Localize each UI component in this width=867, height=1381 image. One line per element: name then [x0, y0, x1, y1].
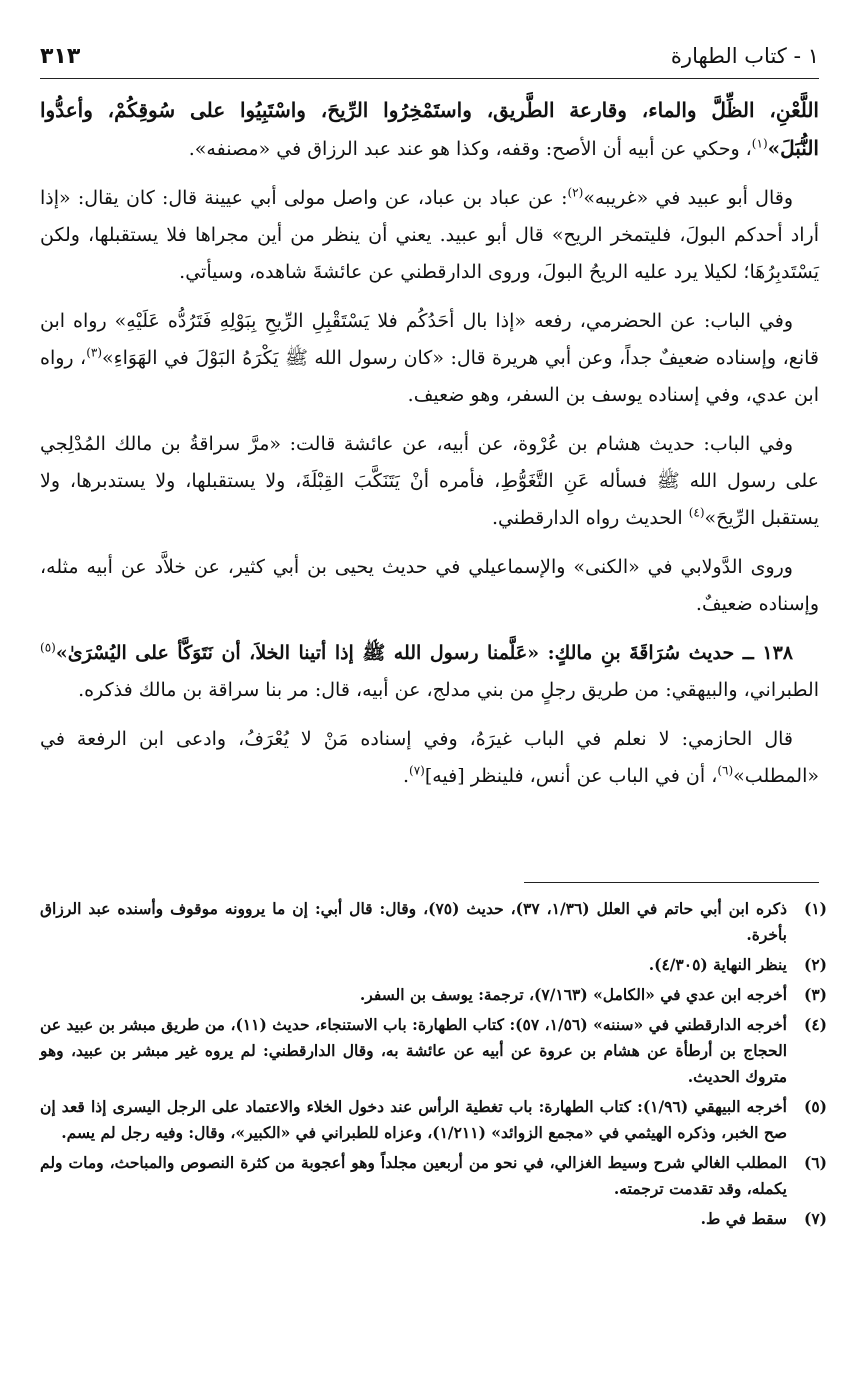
chapter-title: ١ - كتاب الطهارة — [670, 44, 819, 68]
paragraph-text: الحديث رواه الدارقطني. — [491, 507, 689, 529]
paragraph-text: وروى الدَّولابي في «الكنى» والإسماعيلي في حديث يحيى بن أبي كثير، عن خلاَّد عن أبيه مثله، وإسناده ضعيفٌ. — [40, 556, 819, 615]
footnote — [40, 1094, 827, 1146]
quoted-text: اللَّعْنِ، الظِّلَّ والماء، وقارعة الطَّريق، واستَمْخِرُوا الرِّيحَ، واسْتَبِيُوا على سُوقِكُمْ، وأعدُّوا النُّبَلَ» — [40, 98, 819, 160]
footnote-number: (١) — [803, 899, 827, 918]
paragraph-text: : عن عباد بن عباد، عن واصل مولى أبي عيينة قال: كان يقال: «إذا أراد أحدكم البولَ، فليتمخر الريح» قال أبو عبيد. يعني أن ينظر من أين مجراها فلا يستقبلها، ولكن يَسْتَدبِرُهَا؛ لكيلا يرد عليه الريحُ البولَ، وروى الدارقطني عن عائشةَ شاهده، وسيأتي. — [40, 187, 819, 283]
footnote-text: المطلب الغالي شرح وسيط الغزالي، في نحو من أربعين مجلداً وهو أعجوبة من كثرة النصوص والمباحث، ومات ولم يكمله، وقد تقدمت ترجمته. — [40, 1153, 787, 1198]
footnote-text: أخرجه الدارقطني في «سننه» (١/٥٦، ٥٧): كتاب الطهارة: باب الاستنجاء، حديث (١١)، من طريق مبشر بن عبيد عن الحجاج بن أرطأة عن هشام بن عروة عن أبيه عن عائشة به، وقال الدارقطني: لم يروه غير مبشر بن عبيد، وهو متروك الحديث. — [40, 1015, 787, 1086]
paragraph-text: وفي الباب: عن الحضرمي، رفعه «إذا بال أحَدُكُم فلا يَسْتَقْبِلِ الرِّيحِ بِبَوْلِهِ فَتَرُدُّه عَلَيْهِ» رواه ابن قانع، وإسناده ضعيفٌ جداً، وعن أبي هريرة قال: «كان رسول الله ﷺ يَكْرَهُ البَوْلَ في الهَوَاءِ» — [40, 310, 819, 369]
page-number: ٣١٣ — [40, 43, 81, 69]
footnote-number: (٧) — [803, 1209, 827, 1228]
footnote-number: (٣) — [803, 985, 827, 1004]
header-rule — [40, 78, 819, 79]
footnote-separator — [524, 882, 819, 883]
footnote-number: (٢) — [803, 955, 827, 974]
footnote-ref[interactable]: (٧) — [409, 763, 425, 778]
paragraph — [40, 549, 819, 623]
paragraph-text: ، رواه ابن عدي، وفي إسناده يوسف بن السفر، وهو ضعيف. — [40, 347, 819, 406]
hadith-title: ــ حديث سُرَاقَةَ بنِ مالكٍ: — [547, 642, 763, 664]
footnote-ref[interactable]: (٥) — [40, 640, 56, 655]
hadith-number: ١٣٨ — [762, 642, 793, 664]
paragraph-text: ، أن في الباب عن أنس، فلينظر [فيه] — [424, 765, 718, 787]
footnote-text: أخرجه ابن عدي في «الكامل» (٧/١٦٣)، ترجمة: يوسف بن السفر. — [359, 985, 787, 1004]
paragraph — [40, 303, 819, 414]
footnote-number: (٥) — [803, 1097, 827, 1116]
paragraph-text: ، وحكي عن أبيه أن الأصح: وقفه، وكذا هو عند عبد الرزاق في «مصنفه». — [188, 138, 752, 160]
paragraph — [40, 180, 819, 291]
footnote-text: أخرجه البيهقي (١/٩٦): كتاب الطهارة: باب تغطية الرأس عند دخول الخلاء والاعتماد على الرجل اليسرى إذا قعد إن صح الخبر، وذكره الهيثمي في «مجمع الزوائد» (١/٢١١)، وعزاه للطبراني في «الكبير»، وقال: وفيه رجل لم يسم. — [40, 1097, 787, 1142]
footnote-text: ينظر النهاية (٤/٣٠٥). — [648, 955, 787, 974]
footnote-number: (٦) — [803, 1153, 827, 1172]
footnote — [40, 1150, 827, 1202]
footnote-number: (٤) — [803, 1015, 827, 1034]
paragraph-text: . — [402, 765, 409, 787]
footnote — [40, 982, 827, 1008]
paragraph — [40, 426, 819, 537]
paragraph-text: قال الحازمي: لا نعلم في الباب غيرَهُ، وفي إسناده مَنْ لا يُعْرَفُ، وادعى ابن الرفعة في «المطلب» — [40, 728, 819, 787]
footnote-ref[interactable]: (٢) — [567, 185, 584, 200]
main-text — [40, 92, 819, 807]
paragraph — [40, 721, 819, 795]
footnote — [40, 1206, 827, 1232]
footnote-ref[interactable]: (٤) — [688, 505, 705, 520]
footnote — [40, 1012, 827, 1090]
paragraph-text: الطبراني، والبيهقي: من طريق رجلٍ من بني مدلج، عن أبيه، قال: مر بنا سراقة بن مالك فذكره. — [78, 679, 819, 701]
footnote-ref[interactable]: (٣) — [86, 345, 103, 360]
footnote-text: سقط في ط. — [700, 1209, 787, 1228]
page-header — [40, 38, 819, 74]
paragraph-text: وفي الباب: حديث هشام بن عُرْوة، عن أبيه، عن عائشة قالت: «مرَّ سراقةُ بن مالك المُدْلِجي على رسول الله ﷺ فسأله عَنِ التَّغَوُّطِ، فأمره أنْ يَتَنَكَّبَ القِبْلَةَ، ولا يستقبلها، ولا يستدبرها، ولا يستقبل الرِّيحَ» — [40, 433, 819, 529]
paragraph-text: وقال أبو عبيد في «غريبه» — [583, 187, 793, 209]
hadith-quote: «عَلَّمنا رسول الله ﷺ إذا أتينا الخلاَ، أن نَتَوَكَّأ على اليُسْرَىٰ» — [55, 642, 548, 664]
footnote-text: ذكره ابن أبي حاتم في العلل (١/٣٦، ٣٧)، حديث (٧٥)، وقال: قال أبي: إن ما يروونه موقوف وأسنده عبد الرزاق بأخرة. — [40, 899, 788, 944]
hadith-paragraph — [40, 635, 819, 709]
footnotes — [40, 896, 827, 1236]
footnote — [40, 896, 827, 948]
footnote-ref[interactable]: (١) — [751, 136, 768, 151]
footnote — [40, 952, 827, 978]
footnote-ref[interactable]: (٦) — [717, 763, 734, 778]
paragraph — [40, 92, 819, 168]
